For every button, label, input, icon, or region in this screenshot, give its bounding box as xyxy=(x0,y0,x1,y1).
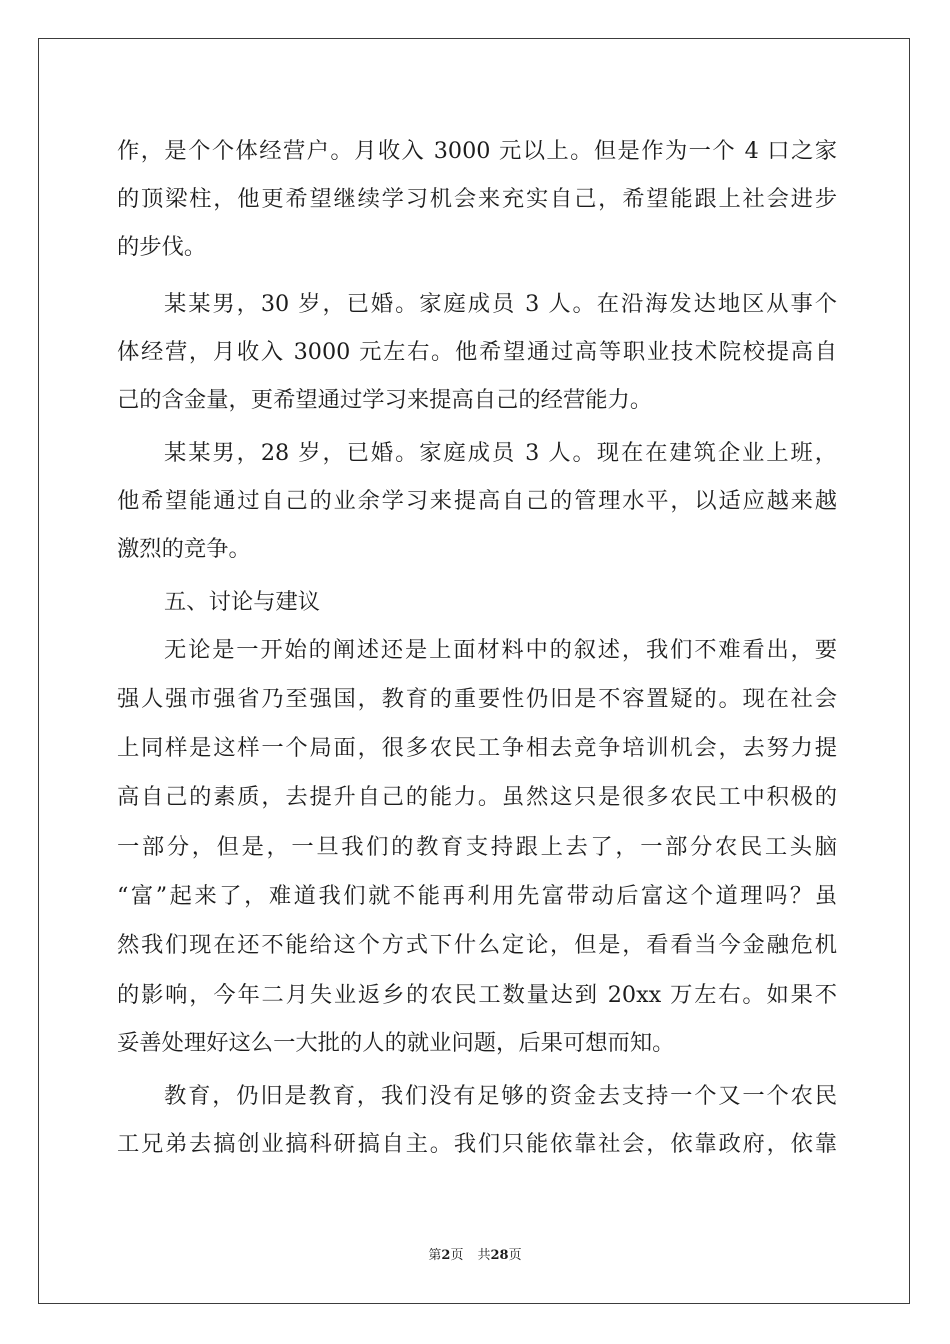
text-line: 妥善处理好这么一大批的人的就业问题，后果可想而知。 xyxy=(117,1030,675,1056)
total-pages: 28 xyxy=(490,1248,509,1263)
text-line: 己的含金量，更希望通过学习来提高自己的经营能力。 xyxy=(117,387,653,413)
text-line: 然我们现在还不能给这个方式下什么定论，但是，看看当今金融危机 xyxy=(117,932,837,958)
text-line: 体经营，月收入 3000 元左右。他希望通过高等职业技术院校提高自 xyxy=(117,339,837,365)
text-line: 他希望能通过自己的业余学习来提高自己的管理水平，以适应越来越 xyxy=(117,488,837,514)
text-line: “富”起来了，难道我们就不能再利用先富带动后富这个道理吗？虽 xyxy=(117,883,837,909)
total-suffix: 页 xyxy=(508,1248,522,1263)
page-footer xyxy=(0,1246,950,1266)
text-line: 教育，仍旧是教育，我们没有足够的资金去支持一个又一个农民 xyxy=(164,1083,837,1109)
text-line: 某某男，30 岁，已婚。家庭成员 3 人。在沿海发达地区从事个 xyxy=(164,291,837,317)
page-frame xyxy=(38,38,910,1304)
text-line: 高自己的素质，去提升自己的能力。虽然这只是很多农民工中积极的 xyxy=(117,784,837,810)
text-line: 无论是一开始的阐述还是上面材料中的叙述，我们不难看出，要 xyxy=(164,637,837,663)
page-suffix: 页 xyxy=(450,1248,464,1263)
text-line: 激烈的竞争。 xyxy=(117,536,251,562)
text-line: 的影响，今年二月失业返乡的农民工数量达到 20xx 万左右。如果不 xyxy=(117,982,837,1008)
text-line: 强人强市强省乃至强国，教育的重要性仍旧是不容置疑的。现在社会 xyxy=(117,686,837,712)
section-heading: 五、讨论与建议 xyxy=(164,589,321,615)
text-line: 的顶梁柱，他更希望继续学习机会来充实自己，希望能跟上社会进步 xyxy=(117,186,837,212)
total-prefix: 共 xyxy=(477,1248,491,1263)
text-line: 工兄弟去搞创业搞科研搞自主。我们只能依靠社会，依靠政府，依靠 xyxy=(117,1131,837,1157)
text-line: 一部分，但是，一旦我们的教育支持跟上去了，一部分农民工头脑 xyxy=(117,834,837,860)
page-prefix: 第 xyxy=(428,1248,442,1263)
text-line: 某某男，28 岁，已婚。家庭成员 3 人。现在在建筑企业上班， xyxy=(164,440,837,466)
text-line: 上同样是这样一个局面，很多农民工争相去竞争培训机会，去努力提 xyxy=(117,735,837,761)
text-line: 的步伐。 xyxy=(117,234,207,260)
page-number: 2 xyxy=(441,1248,451,1263)
text-line: 作，是个个体经营户。月收入 3000 元以上。但是作为一个 4 口之家 xyxy=(117,138,837,164)
